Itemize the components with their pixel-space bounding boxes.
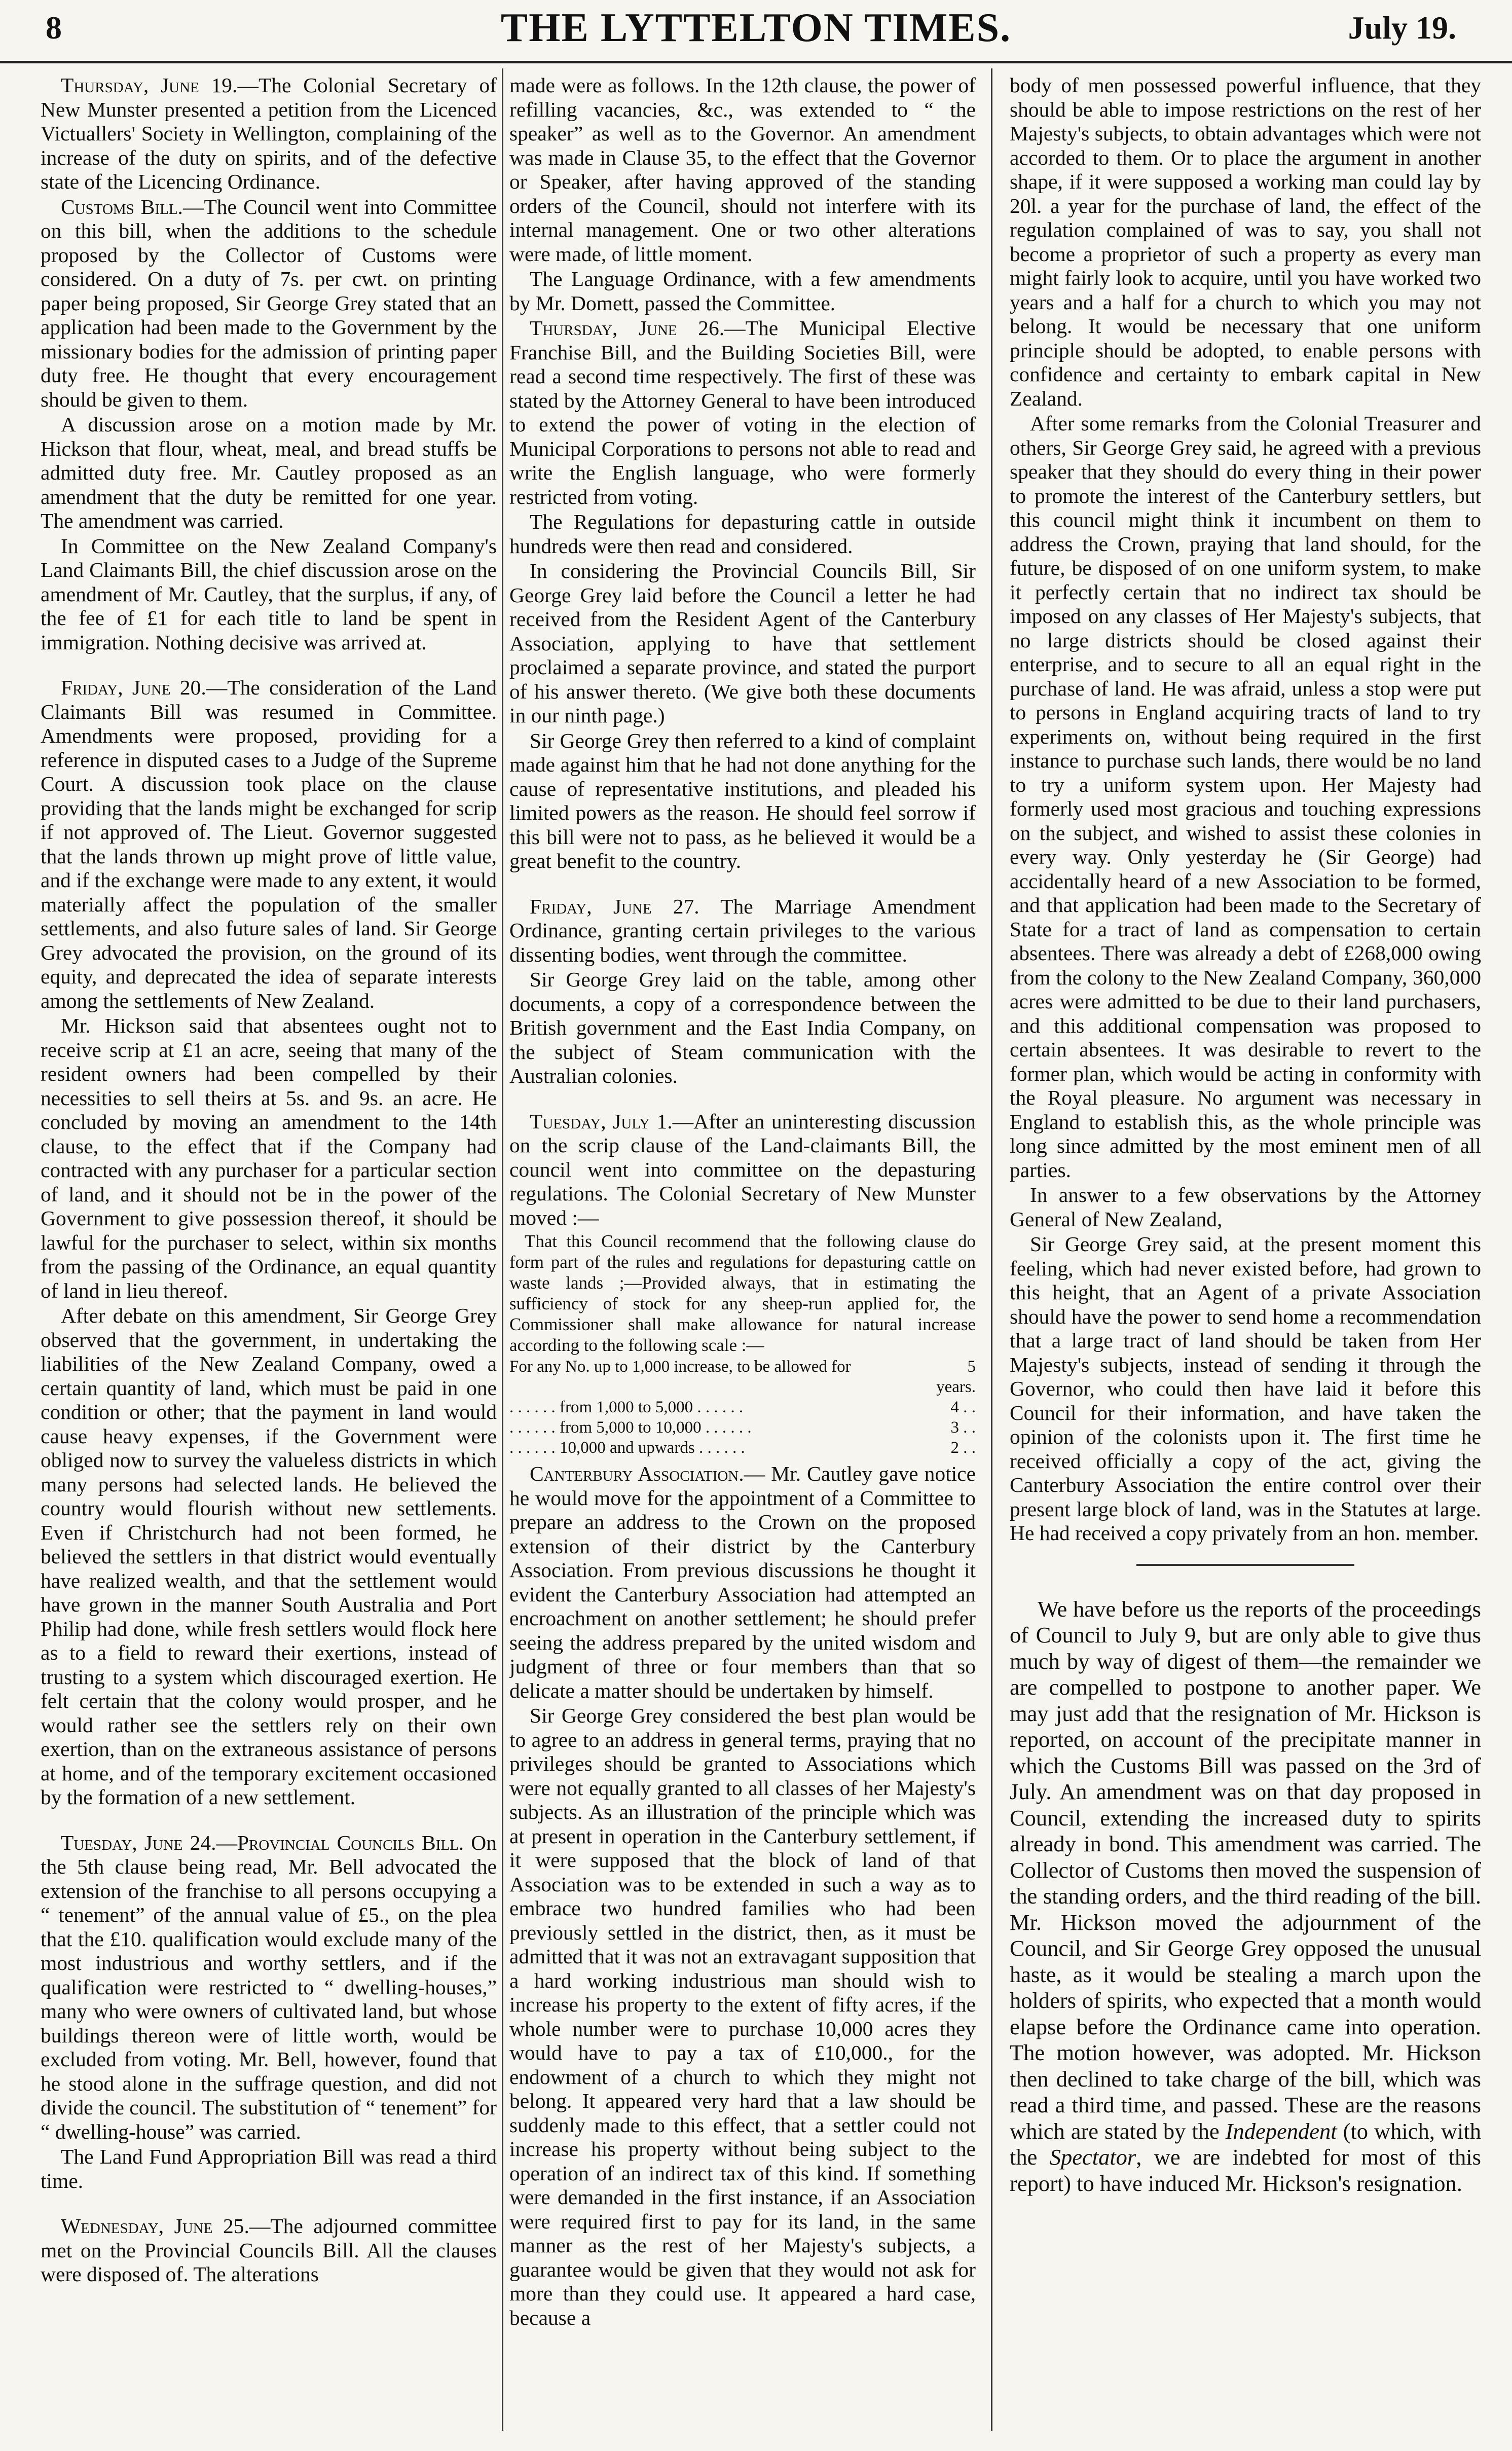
paragraph-text: On the 5th clause being read, Mr. Bell advocated the extension of the franchise to all persons occupying a “ tenement” of the annual value of £5., on the plea that the £10. qualification would exclude many of the most industrious and worthy settlers, and if the qualification were restricted to “ dwelling-houses,” many who were owners of cultivated land, but whose buildings thereon were of little worth, would be excluded from voting. Mr. Bell, however, found that he stood alone in the suffrage question, and did not divide the council. The substitution of “ tenement” for “ dwelling-house” was carried. <box>41 1831 497 2143</box>
paragraph-text: —The consideration of the Land Claimants Bill was resumed in Committee. Amendments were proposed, providing for a reference in disputed cases to a Judge of the Supreme Court. A discussion took place on the clause providing that the lands might be exchanged for scrip if not approved of. The Lieut. Governor suggested that the lands thrown up might prove of little value, and if the exchange were made to any extent, it would materially affect the population of the smaller settlements, and also future sales of land. Sir George Grey advocated the provision, on the ground of its equity, and deprecated the idea of separate interests among the settlements of New Zealand. <box>41 676 497 1012</box>
report-tuesday-july-1 <box>509 1110 976 1230</box>
date-heading: Wednesday, June 25. <box>61 2214 249 2238</box>
scale-value: 3 . . <box>950 1418 976 1437</box>
paragraph-text: —After an uninteresting discussion on the scrip clause of the Land-claimants Bill, the council went into committee on the depasturing regulations. The Colonial Secretary of New Munster moved :— <box>509 1109 976 1229</box>
section-heading: Tuesday, June 24.—Provincial Councils Bill. <box>61 1831 464 1854</box>
date-heading: Friday, June 20. <box>61 676 206 699</box>
paragraph: After debate on this amendment, Sir George Grey observed that the government, in undertaking the liabilities of the New Zealand Company, owed a certain quantity of land, which must be paid in one condition or other; that the payment in land would cause heavy expenses, if the Government were obliged now to survey the valueless districts in which many persons had selected lands. He believed the country would flourish without new settlements. Even if Christchurch had not been formed, he believed the settlers in that district would eventually have realized wealth, and that the settlement would have grown in the manner South Australia and Port Philip had done, while fresh settlers would flock here as to a field to reward their exertions, instead of trusting to a system which discouraged exertion. He felt certain that the colony would prosper, and he would rather see the settlers rely on their own exertion, than on the extraneous assistance of persons at home, and of the temporary excitement occasioned by the formation of a new settlement. <box>41 1304 497 1809</box>
column-rule <box>502 68 503 2431</box>
paragraph: made were as follows. In the 12th clause, the power of refilling vacancies, &c., was extended to “ the speaker” as well as to the Governor. An amendment was made in Clause 35, to the effect that the Governor or Speaker, after having approved of the standing orders of the Council, should not interfere with its internal management. One or two other alterations were made, of little moment. <box>509 74 976 266</box>
table-row <box>509 1357 976 1397</box>
paragraph-text: , we are indebted for most of this report) to have induced Mr. Hickson's resignation. <box>1010 2144 1481 2196</box>
paragraph: The Land Fund Appropriation Bill was read a third time. <box>41 2145 497 2192</box>
table-row <box>509 1417 976 1438</box>
column-1 <box>41 74 497 2436</box>
section-heading: Customs Bill. <box>61 195 183 218</box>
scale-value: 5 years. <box>936 1358 976 1396</box>
column-2 <box>509 74 976 2436</box>
editorial-note <box>1010 1596 1481 2197</box>
page-number: 8 <box>46 10 62 46</box>
scale-value: 4 . . <box>950 1398 976 1416</box>
table-row <box>509 1397 976 1417</box>
date-heading: Friday, June 27. <box>530 894 699 918</box>
column-3 <box>1010 74 1481 2436</box>
date-heading: Thursday, June 19. <box>61 74 238 97</box>
scale-label: . . . . . . from 1,000 to 5,000 . . . . . . <box>509 1398 744 1416</box>
paragraph-text: — Mr. Cautley gave notice he would move for the appointment of a Committee to prepare an address to the Crown on the proposed extension of their district by the Canterbury Association. From previous discussions he thought it evident the Canterbury Association had attempted an encroachment on another settlement; he should prefer seeing the address prepared by the united wisdom and judgment of three or four members than that so delicate a matter should be undertaken by himself. <box>509 1462 976 1702</box>
paragraph-text: The Marriage Amendment Ordinance, granting certain privileges to the various dissenting bodies, went through the committee. <box>509 894 976 966</box>
paragraph-text: —The Municipal Elective Franchise Bill, and the Building Societies Bill, were read a second time respectively. The first of these was stated by the Attorney General to have been introduced to extend the power of voting in the election of Municipal Corporations to persons not able to read and write the English language, who were formerly restricted from voting. <box>509 316 976 508</box>
paragraph: In answer to a few observations by the Attorney General of New Zealand, <box>1010 1183 1481 1231</box>
paragraph: The Regulations for depasturing cattle in outside hundreds were then read and considered. <box>509 510 976 558</box>
motion-text: That this Council recommend that the following clause do form part of the rules and regulations for depasturing cattle on waste lands ;—Provided always, that in estimating the sufficiency of stock for any sheep-run applied for, the Commissioner shall make allowance for natural increase according to the following scale :— <box>509 1231 976 1355</box>
paragraph: Sir George Grey considered the best plan would be to agree to an address in general terms, praying that no privileges should be granted to Associations which were not equally granted to all classes of her Majesty's subjects. As an illustration of the principle which was at present in operation in the Canterbury settlement, if it were supposed that the block of land of that Association was to be extended in such a way as to embrace two hundred families who had been previously settled in the district, then, as it must be admitted that it was not an extravagant supposition that a hard working industrious man should wish to increase his property to the extent of fifty acres, if the whole number were to purchase 10,000 acres they would have to pay a tax of £10,000., for the endowment of a church to which they might not belong. It appeared very hard that a law should be suddenly made to this effect, that a settler could not increase his property without being subject to the operation of an indirect tax of this kind. If something were demanded in the first instance, if an Association were required first to pay for its land, in the same manner as the rest of her Majesty's subjects, a guarantee would be given that they would not ask for more than they could use. It appeared a hard case, because a <box>509 1704 976 2329</box>
section-heading: Canterbury Association. <box>530 1462 744 1485</box>
paragraph: body of men possessed powerful influence, that they should be able to impose restrictions on the rest of her Majesty's subjects, to obtain advantages which were not accorded to them. Or to place the argument in another shape, if it were supposed a working man could lay by 20l. a year for the purchase of land, the effect of the regulation complained of was to say, you shall not become a proprietor of such a property as every man might fairly look to acquire, until you have worked two years and a half for a church to which you may not belong. It would be necessary that one uniform principle should be adopted, to enable persons with confidence and certainty to embark capital in New Zealand. <box>1010 74 1481 410</box>
issue-date: July 19. <box>1348 10 1456 46</box>
editorial-paragraph <box>1010 1596 1481 2197</box>
paragraph-text: We have before us the reports of the proceedings of Council to July 9, but are only able to give thus much by way of digest of them—the remainder we are compelled to postpone to another paper. We may just add that the resignation of Mr. Hickson is reported, on account of the precipitate manner in which the Customs Bill was passed on the 3rd of July. An amendment was on that day proposed in Council, extending the increased duty to spirits already in bond. This amendment was carried. The Collector of Customs then moved the suspension of the standing orders, and the third reading of the bill. Mr. Hickson moved the adjournment of the Council, and Sir George Grey opposed the unusual haste, as it would be stealing a march upon the holders of spirits, who expected that a month would elapse before the Ordinance came into operation. The motion however, was adopted. Mr. Hickson then declined to take charge of the bill, which was read a third time, and passed. These are the reasons which are stated by the <box>1010 1596 1481 2144</box>
report-wednesday-june-25 <box>41 2214 497 2287</box>
report-friday-june-20 <box>41 676 497 1013</box>
paragraph-text: (to which, with the <box>1010 2118 1481 2170</box>
report-canterbury-association <box>509 1462 976 1703</box>
report-thursday-june-19 <box>41 74 497 194</box>
paragraph: Sir George Grey said, at the present moment this feeling, which had never existed before, had grown to this height, that an Agent of a private Association should have the power to send home a recommendation that a large tract of land should be taken from Her Majesty's subjects, instead of sending it through the Governor, who could then have laid it before this Council for their information, and have taken the opinion of the colonists upon it. The first time he received officially a copy of the act, giving the Canterbury Association the entire control over their present large block of land, was in the Statutes at large. He had received a copy privately from an hon. member. <box>1010 1232 1481 1545</box>
quoted-motion <box>509 1231 976 1458</box>
paragraph: Mr. Hickson said that absentees ought not to receive scrip at £1 an acre, seeing that many of the resident owners had been compelled by their necessities to sell theirs at 5s. and 9s. an acre. He concluded by moving an amendment to the 14th clause, to the effect that if the Company had contracted with any purchaser for a particular section of land, and it should not be in the power of the Government to give possession thereof, it should be lawful for the purchaser to select, within six months from the passing of the Ordinance, an equal quantity of land in lieu thereof. <box>41 1014 497 1302</box>
scale-label: . . . . . . 10,000 and upwards . . . . . . <box>509 1439 745 1457</box>
report-customs-bill <box>41 195 497 412</box>
paragraph-text: —The Council went into Committee on this bill, when the additions to the schedule proposed by the Collector of Customs were considered. On a duty of 7s. per cwt. on printing paper being proposed, Sir George Grey stated that an application had been made to the Government by the missionary bodies for the admission of printing paper duty free. He thought that every encouragement should be given to them. <box>41 195 497 411</box>
section-divider <box>1136 1564 1354 1566</box>
report-friday-june-27 <box>509 895 976 967</box>
column-rule <box>991 68 992 2431</box>
spacer <box>509 874 976 895</box>
spacer <box>509 1089 976 1110</box>
paragraph: In Committee on the New Zealand Company's Land Claimants Bill, the chief discussion arose on the amendment of Mr. Cautley, that the surplus, if any, of the fee of £1 for each title to land be spent in immigration. Nothing decisive was arrived at. <box>41 534 497 654</box>
paragraph: After some remarks from the Colonial Treasurer and others, Sir George Grey said, he agreed with a previous speaker that they should do every thing in their power to promote the interest of the Canterbury settlers, but this council might think it incumbent on them to address the Crown, praying that land should, for the future, be disposed of on one uniform system, to make it perfectly certain that no indirect tax should be imposed on any classes of Her Majesty's subjects, that no large districts should be closed against their enterprise, and to secure to all an equal right in the purchase of land. He was afraid, unless a stop were put to persons in England acquiring tracts of land to try experiments on, without being required in the first instance to purchase such lands, there would be no land to try a uniform system upon. Her Majesty had formerly used most gracious and touching expressions on the subject, and wished to assist these colonies in every way. Only yesterday he (Sir George) had accidentally heard of a new Association to be formed, and that application had been made to the Secretary of State for a tract of land as compensation to certain absentees. There was already a debt of £268,000 owing from the colony to the New Zealand Company, 360,000 acres were admitted to be due to their land purchasers, and this additional compensation was proposed to certain absentees. It was desirable to revert to the former plan, which would be acting in conformity with the Royal pleasure. No argument was necessary in England to establish this, as the whole principle was long since admitted by the most eminent men of all parties. <box>1010 412 1481 1182</box>
spacer <box>41 655 497 676</box>
paragraph: The Language Ordinance, with a few amendments by Mr. Domett, passed the Committee. <box>509 267 976 315</box>
paragraph: Sir George Grey laid on the table, among other documents, a copy of a correspondence between the British government and the East India Company, on the subject of Steam communication with the Australian colonies. <box>509 968 976 1087</box>
paragraph: Sir George Grey then referred to a kind of complaint made against him that he had not done anything for the cause of representative institutions, and pleaded his limited powers as the reason. He should feel sorrow if this bill were not to pass, as he believed it would be a great benefit to the country. <box>509 728 976 872</box>
newspaper-name: Independent <box>1225 2118 1337 2144</box>
scale-label: For any No. up to 1,000 increase, to be allowed for <box>509 1358 851 1376</box>
report-tuesday-june-24 <box>41 1831 497 2144</box>
paragraph-text: —The adjourned committee met on the Provincial Councils Bill. All the clauses were disposed of. The alterations <box>41 2214 497 2286</box>
paragraph: A discussion arose on a motion made by Mr. Hickson that flour, wheat, meal, and bread stuffs be admitted duty free. Mr. Cautley proposed as an amendment that the duty be remitted for one year. The amendment was carried. <box>41 413 497 532</box>
scale-label: . . . . . . from 5,000 to 10,000 . . . . . . <box>509 1418 752 1437</box>
newspaper-title: THE LYTTELTON TIMES. <box>500 6 1012 50</box>
newspaper-name: Spectator <box>1049 2144 1136 2170</box>
report-thursday-june-26 <box>509 316 976 509</box>
increase-scale-table <box>509 1357 976 1458</box>
paragraph-text: —The Colonial Secretary of New Munster presented a petition from the Licenced Victuallers' Society in Wellington, complaining of the increase of the duty on spirits, and of the defective state of the Licencing Ordinance. <box>41 74 497 193</box>
date-heading: Thursday, June 26. <box>530 316 725 340</box>
spacer <box>41 1811 497 1831</box>
table-row <box>509 1438 976 1458</box>
spacer <box>41 2194 497 2214</box>
paragraph: In considering the Provincial Councils Bill, Sir George Grey laid before the Council a letter he had received from the Resident Agent of the Canterbury Association, applying to have that settlement proclaimed a separate province, and stated the purport of his answer thereto. (We give both these documents in our ninth page.) <box>509 559 976 727</box>
masthead <box>0 0 1512 63</box>
scale-value: 2 . . <box>950 1439 976 1457</box>
date-heading: Tuesday, July 1. <box>530 1109 673 1133</box>
